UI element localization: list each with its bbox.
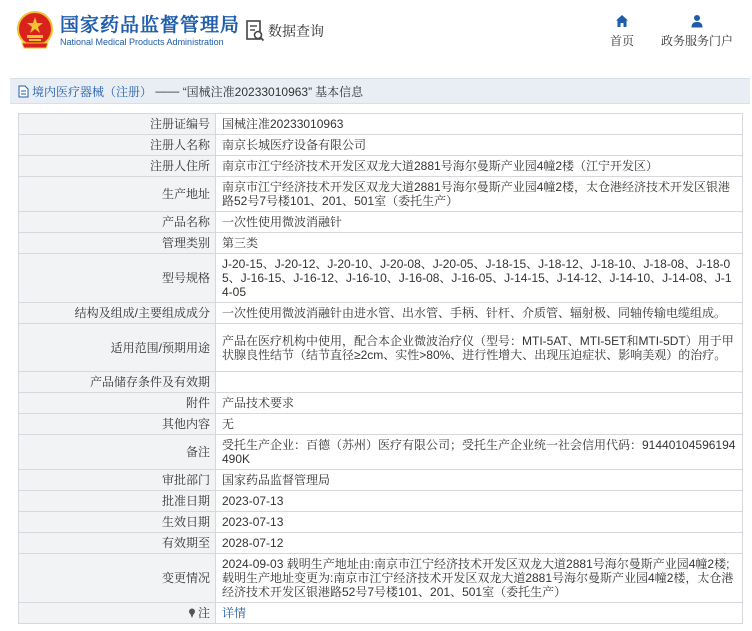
field-value-residence: 南京市江宁经济技术开发区双龙大道2881号海尔曼斯产业园4幢2楼（江宁开发区） [216, 156, 743, 177]
field-value-registrant: 南京长城医疗设备有限公司 [216, 135, 743, 156]
field-label: 注册人住所 [19, 156, 216, 177]
brand-title: 国家药品监督管理局 [60, 15, 241, 36]
field-label: 注册人名称 [19, 135, 216, 156]
field-label: 注册证编号 [19, 114, 216, 135]
field-value-category: 第三类 [216, 233, 743, 254]
user-icon [690, 14, 704, 28]
table-row [19, 414, 743, 435]
field-label: 变更情况 [19, 554, 216, 603]
field-value-prod-address: 南京市江宁经济技术开发区双龙大道2881号海尔曼斯产业园4幢2楼，太仓港经济技术开发区银港路52号7号楼101、201、501室（委托生产） [216, 177, 743, 212]
note-value-cell [216, 603, 743, 624]
home-icon [615, 14, 629, 28]
table-row [19, 177, 743, 212]
field-label: 附件 [19, 393, 216, 414]
field-value-effective-date: 2023-07-13 [216, 512, 743, 533]
field-value-structure: 一次性使用微波消融针由进水管、出水管、手柄、针杆、介质管、辐射极、同轴传输电缆组成。 [216, 303, 743, 324]
field-label: 适用范围/预期用途 [19, 324, 216, 372]
field-label: 产品名称 [19, 212, 216, 233]
field-label: 管理类别 [19, 233, 216, 254]
field-value-reg-no: 国械注准20233010963 [216, 114, 743, 135]
nav-gov-portal[interactable] [655, 14, 739, 49]
table-row [19, 435, 743, 470]
document-search-icon [245, 19, 265, 43]
field-label: 审批部门 [19, 470, 216, 491]
field-label: 有效期至 [19, 533, 216, 554]
field-label: 型号规格 [19, 254, 216, 303]
field-value-other: 无 [216, 414, 743, 435]
breadcrumb [10, 78, 750, 104]
table-row [19, 491, 743, 512]
table-row [19, 393, 743, 414]
field-label: 生产地址 [19, 177, 216, 212]
table-row [19, 303, 743, 324]
table-row [19, 114, 743, 135]
field-value-models: J-20-15、J-20-12、J-20-10、J-20-08、J-20-05、J-18-15、J-18-12、J-18-10、J-18-08、J-18-05、J-16-15、J-16-12、J-16-10、J-16-08、J-16-05、J-14-15、J-14-12、J-14-10、J-14-08、J-14-05 [216, 254, 743, 303]
breadcrumb-record: “国械注准20233010963” [182, 84, 313, 99]
breadcrumb-suffix: 基本信息 [315, 84, 364, 99]
field-label: 备注 [19, 435, 216, 470]
nav-gov-label: 政务服务门户 [660, 34, 733, 48]
table-row [19, 233, 743, 254]
field-value-changes: 2024-09-03 载明生产地址由:南京市江宁经济技术开发区双龙大道2881号海尔曼斯产业园4幢2楼;载明生产地址变更为:南京市江宁经济技术开发区双龙大道2881号海尔曼斯产业园4幢2楼，太仓港经济技术开发区银港路52号7号楼101、201、501室（委托生产） [216, 554, 743, 603]
breadcrumb-section[interactable]: 境内医疗器械（注册） [32, 84, 153, 99]
field-value-expiry: 2028-07-12 [216, 533, 743, 554]
nav-home-label: 首页 [609, 34, 634, 48]
table-row [19, 603, 743, 624]
nav-home[interactable] [602, 14, 642, 49]
data-query-label: 数据查询 [268, 23, 324, 39]
field-value-scope: 产品在医疗机构中使用，配合本企业微波治疗仪（型号：MTI-5AT、MTI-5ET和MTI-5DT）用于甲状腺良性结节（结节直径≥2cm、实性>80%、进行性增大、出现压迫症状、影响美观）的治疗。 [216, 324, 743, 372]
field-value-storage [216, 372, 743, 393]
table-row [19, 554, 743, 603]
table-row [19, 324, 743, 372]
national-emblem-icon [16, 10, 54, 50]
field-label: 生效日期 [19, 512, 216, 533]
pin-icon [188, 608, 196, 618]
field-value-product-name: 一次性使用微波消融针 [216, 212, 743, 233]
field-value-approval-date: 2023-07-13 [216, 491, 743, 512]
field-label: 批准日期 [19, 491, 216, 512]
document-icon [18, 85, 29, 98]
table-row [19, 470, 743, 491]
table-row [19, 512, 743, 533]
table-row [19, 156, 743, 177]
detail-table [18, 113, 743, 624]
field-label: 产品储存条件及有效期 [19, 372, 216, 393]
field-value-remark: 受托生产企业：百德（苏州）医疗有限公司；受托生产企业统一社会信用代码：91440104596194490K [216, 435, 743, 470]
table-row [19, 372, 743, 393]
field-value-authority: 国家药品监督管理局 [216, 470, 743, 491]
field-label: 结构及组成/主要组成成分 [19, 303, 216, 324]
table-row [19, 533, 743, 554]
field-label: 注 [197, 606, 210, 620]
brand-subtitle: National Medical Products Administration [60, 37, 224, 47]
table-row [19, 135, 743, 156]
field-value-attachment: 产品技术要求 [216, 393, 743, 414]
data-query-link[interactable] [245, 18, 324, 44]
field-label: 其他内容 [19, 414, 216, 435]
table-row [19, 254, 743, 303]
site-header [0, 0, 752, 62]
table-row [19, 212, 743, 233]
details-link[interactable]: 详情 [222, 606, 247, 620]
breadcrumb-separator: —— [152, 84, 183, 98]
note-label-cell [19, 603, 216, 624]
